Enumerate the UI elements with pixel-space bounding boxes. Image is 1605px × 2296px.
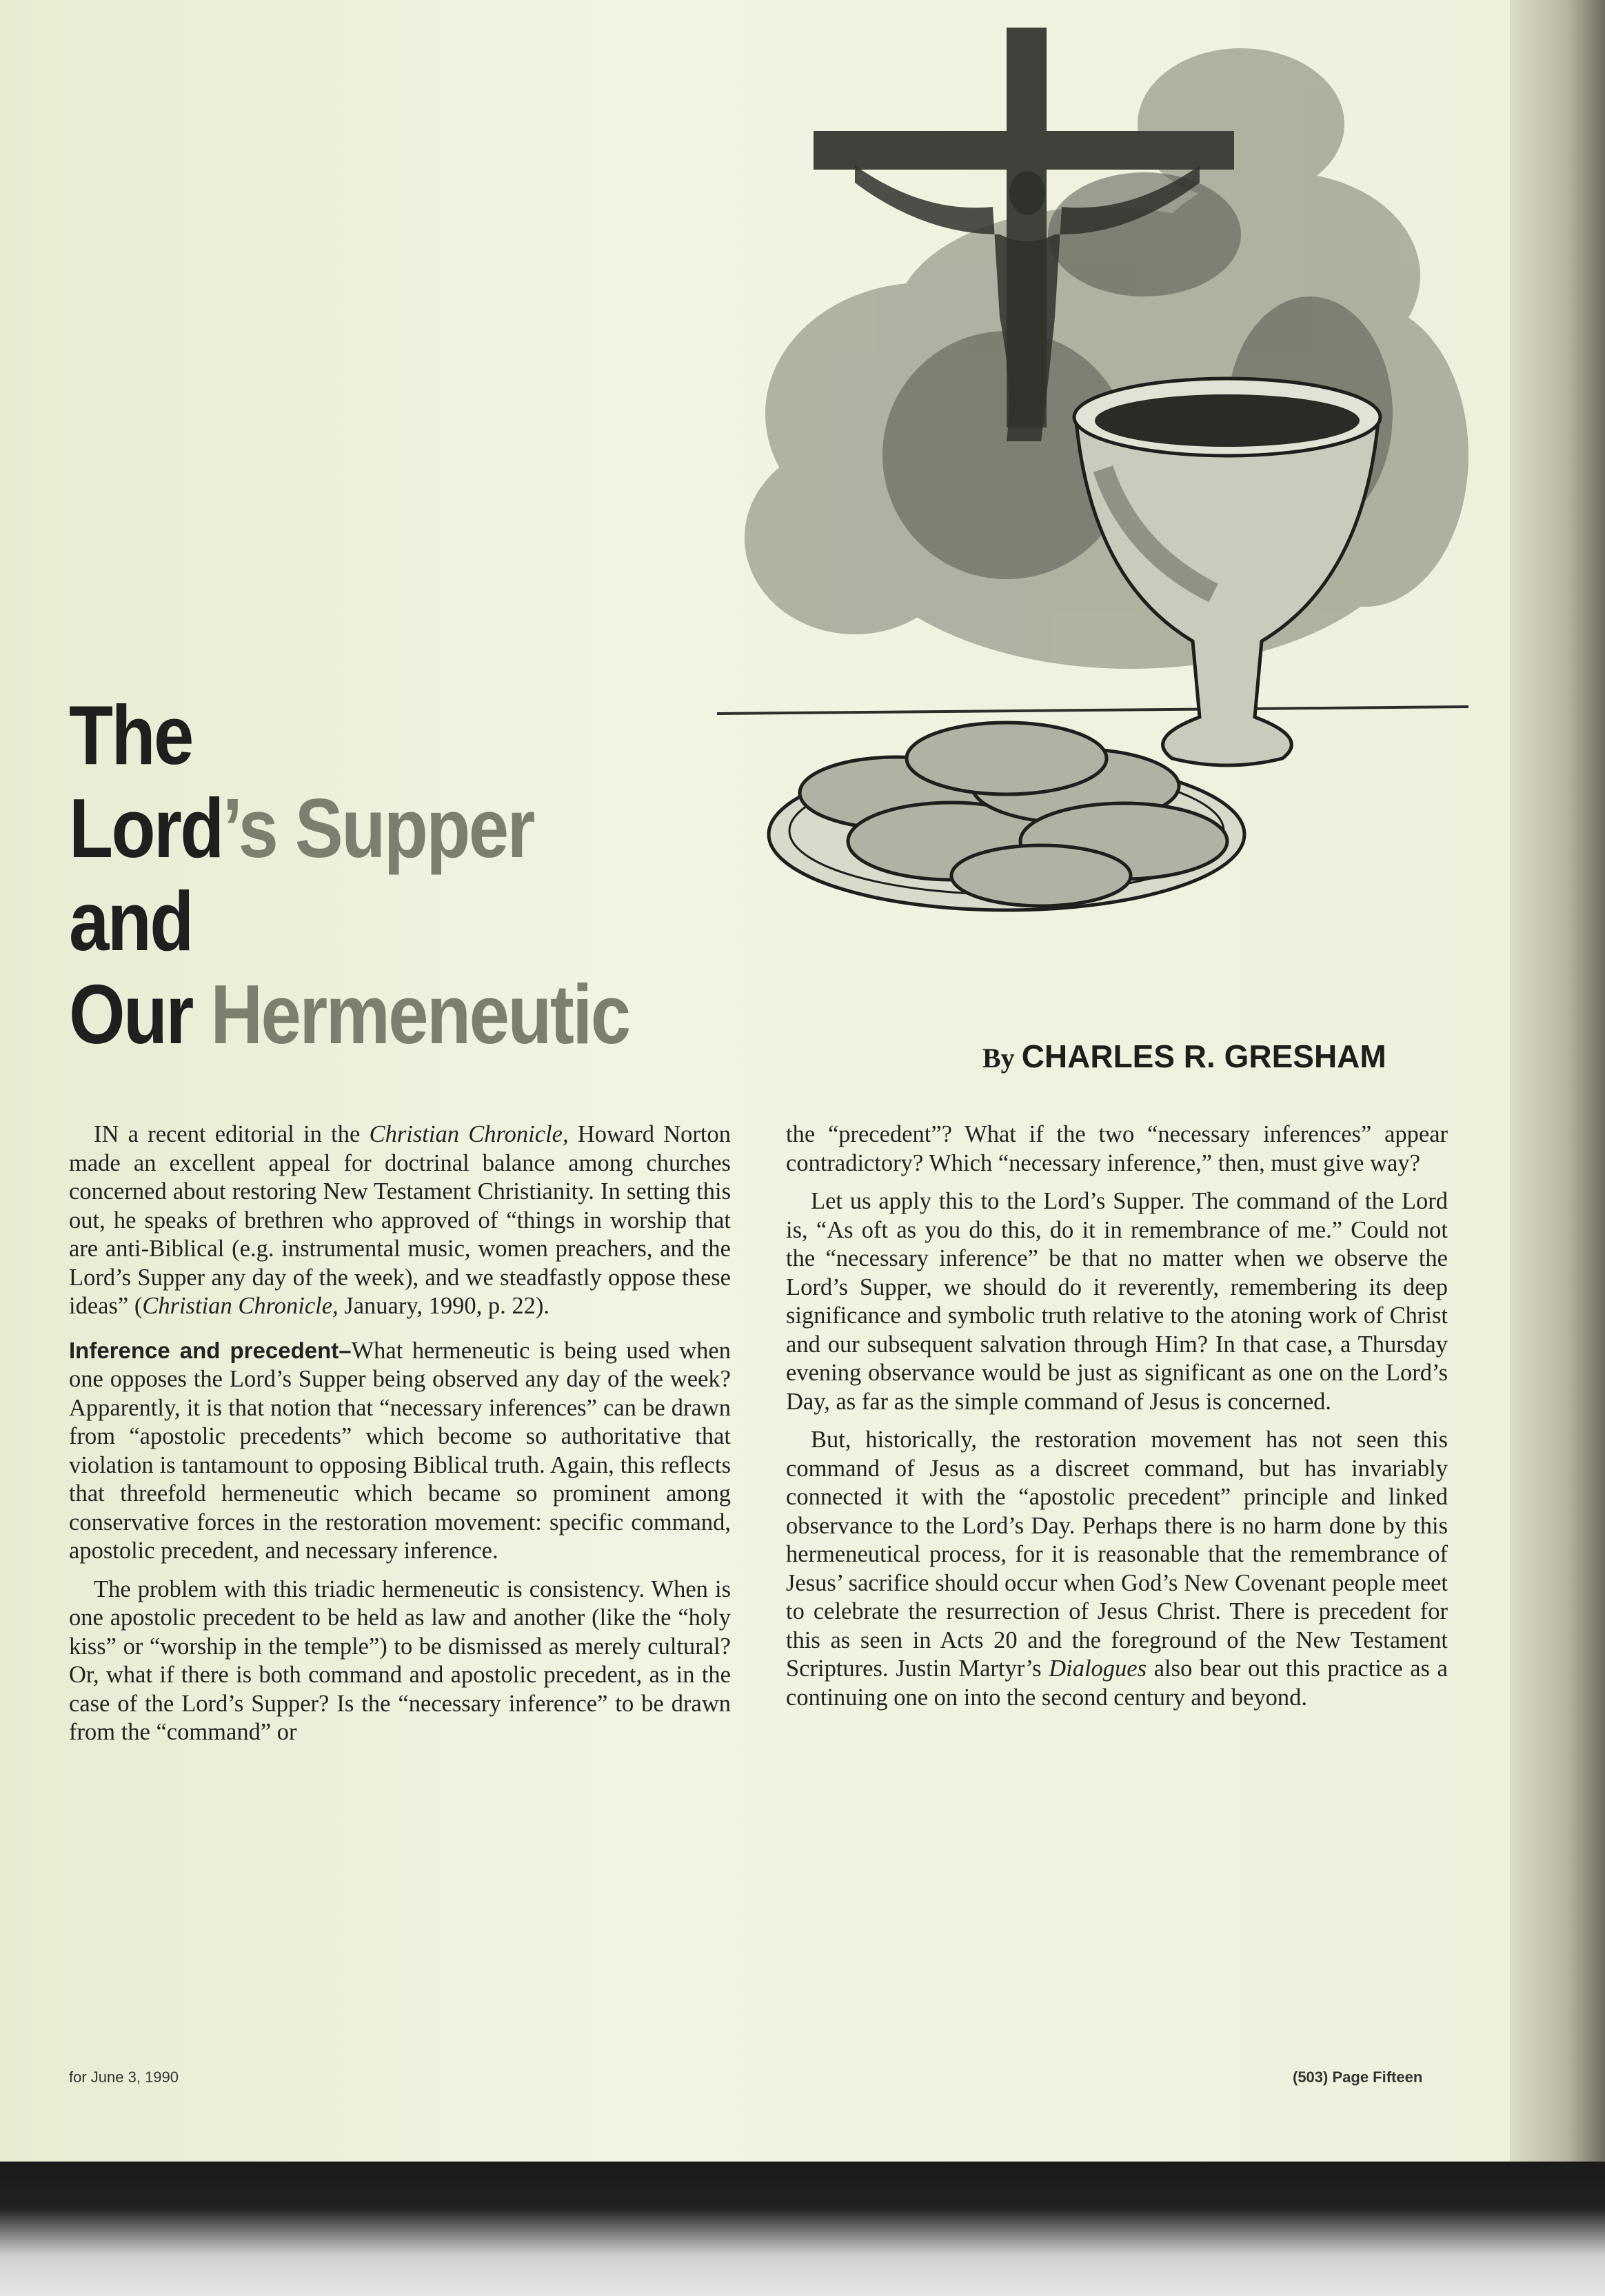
paragraph-1 [69, 1120, 731, 1321]
title-line-4 [69, 967, 629, 1061]
byline [982, 1038, 1386, 1075]
p2-text: What hermeneutic is being used when one opposes the Lord’s Supper being observed any day of the week? Apparently, it is that notion that “necessary inferences” can be drawn from “apostolic precedents” which become so authoritative that violation is tantamount to opposing Biblical truth. Again, this reflects that threefold hermeneutic which became so prominent among conservative forces in the restoration movement: specific command, apostolic precedent, and necessary inference. [69, 1337, 731, 1564]
paragraph-5: Let us apply this to the Lord’s Supper. The command of the Lord is, “As oft as you do this, do it in remembrance of me.” Could not the “necessary inference” be that no matter when we observe the Lord’s Supper, we should do it reverently, remembering its deep significance and symbolic truth relative to the atoning work of Christ and our subsequent salvation through Him? In that case, a Thursday evening observance would be just as significant as one on the Lord’s Day, as far as the simple command of Jesus is concerned. [786, 1188, 1448, 1415]
title-line-2-dark: Lord [69, 781, 223, 875]
p6-text-b: also bear out this practice as a continuing one on into the second century and beyond. [786, 1655, 1448, 1711]
title-line-2-gray: ’s Supper [222, 781, 534, 875]
footer-page-number: (503) Page Fifteen [1293, 2068, 1423, 2086]
paragraph-6 [786, 1426, 1448, 1712]
paragraph-2 [69, 1336, 731, 1566]
paragraph-4: the “precedent”? What if the two “necessary inferences” appear contradictory? Which “necessary inference,” then, must give way? [786, 1121, 1448, 1176]
byline-by: By [982, 1043, 1022, 1074]
footer-date: for June 3, 1990 [69, 2068, 179, 2086]
crucifix-chalice-bread-icon [717, 28, 1468, 951]
title-line-3: and [69, 874, 192, 968]
title-line-4-dark: Our [69, 967, 211, 1061]
column-right [786, 1120, 1448, 1712]
p6-text-a: But, historically, the restoration movement has not seen this command of Jesus as a discreet command, but has invariably connected it with the “apostolic precedent” principle and linked observance to the Lord’s Day. Perhaps there is no harm done by this hermeneutical process, for it is reasonable that the remembrance of Jesus’ sacrifice should occur when God’s New Covenant people meet to celebrate the resurrection of Jesus Christ. There is precedent for this as seen in Acts 20 and the foreground of the New Testament Scriptures. Justin Martyr’s [786, 1427, 1448, 1682]
scan-background [0, 2162, 1605, 2296]
column-left [69, 1120, 731, 1747]
subhead-inference: Inference and precedent– [69, 1337, 352, 1363]
title-line-4-gray: Hermeneutic [210, 967, 629, 1061]
p6-italic: Dialogues [1049, 1655, 1147, 1682]
p1-italic: Christian Chronicle, [369, 1121, 569, 1147]
title-line-1: The [69, 688, 192, 782]
title-line-2 [69, 781, 534, 875]
p1-text-a: IN a recent editorial in the [94, 1121, 370, 1147]
p1-text-b: Howard Norton made an excellent appeal for doctrinal balance among churches concerned about restoring New Testament Christianity. In setting this out, he speaks of brethren who approved of “things in worship that are anti-Biblical (e.g. instrumental music, women preachers, and the Lord’s Supper any day of the week), and we steadfastly oppose these ideas” ( [69, 1121, 731, 1319]
p1-text-c: January, 1990, p. 22). [338, 1293, 549, 1319]
paragraph-3: The problem with this triadic hermeneutic is consistency. When is one apostolic precedent to be held as law and another (like the “holy kiss” or “worship in the temple”) to be dismissed as merely cultural? Or, what if there is both command and apostolic precedent, as in the case of the Lord’s Supper? Is the “necessary inference” to be drawn from the “command” or [69, 1575, 731, 1745]
page-edge [1510, 0, 1605, 2162]
byline-author: CHARLES R. GRESHAM [1021, 1038, 1386, 1074]
p1-italic-2: Christian Chronicle, [142, 1293, 339, 1319]
